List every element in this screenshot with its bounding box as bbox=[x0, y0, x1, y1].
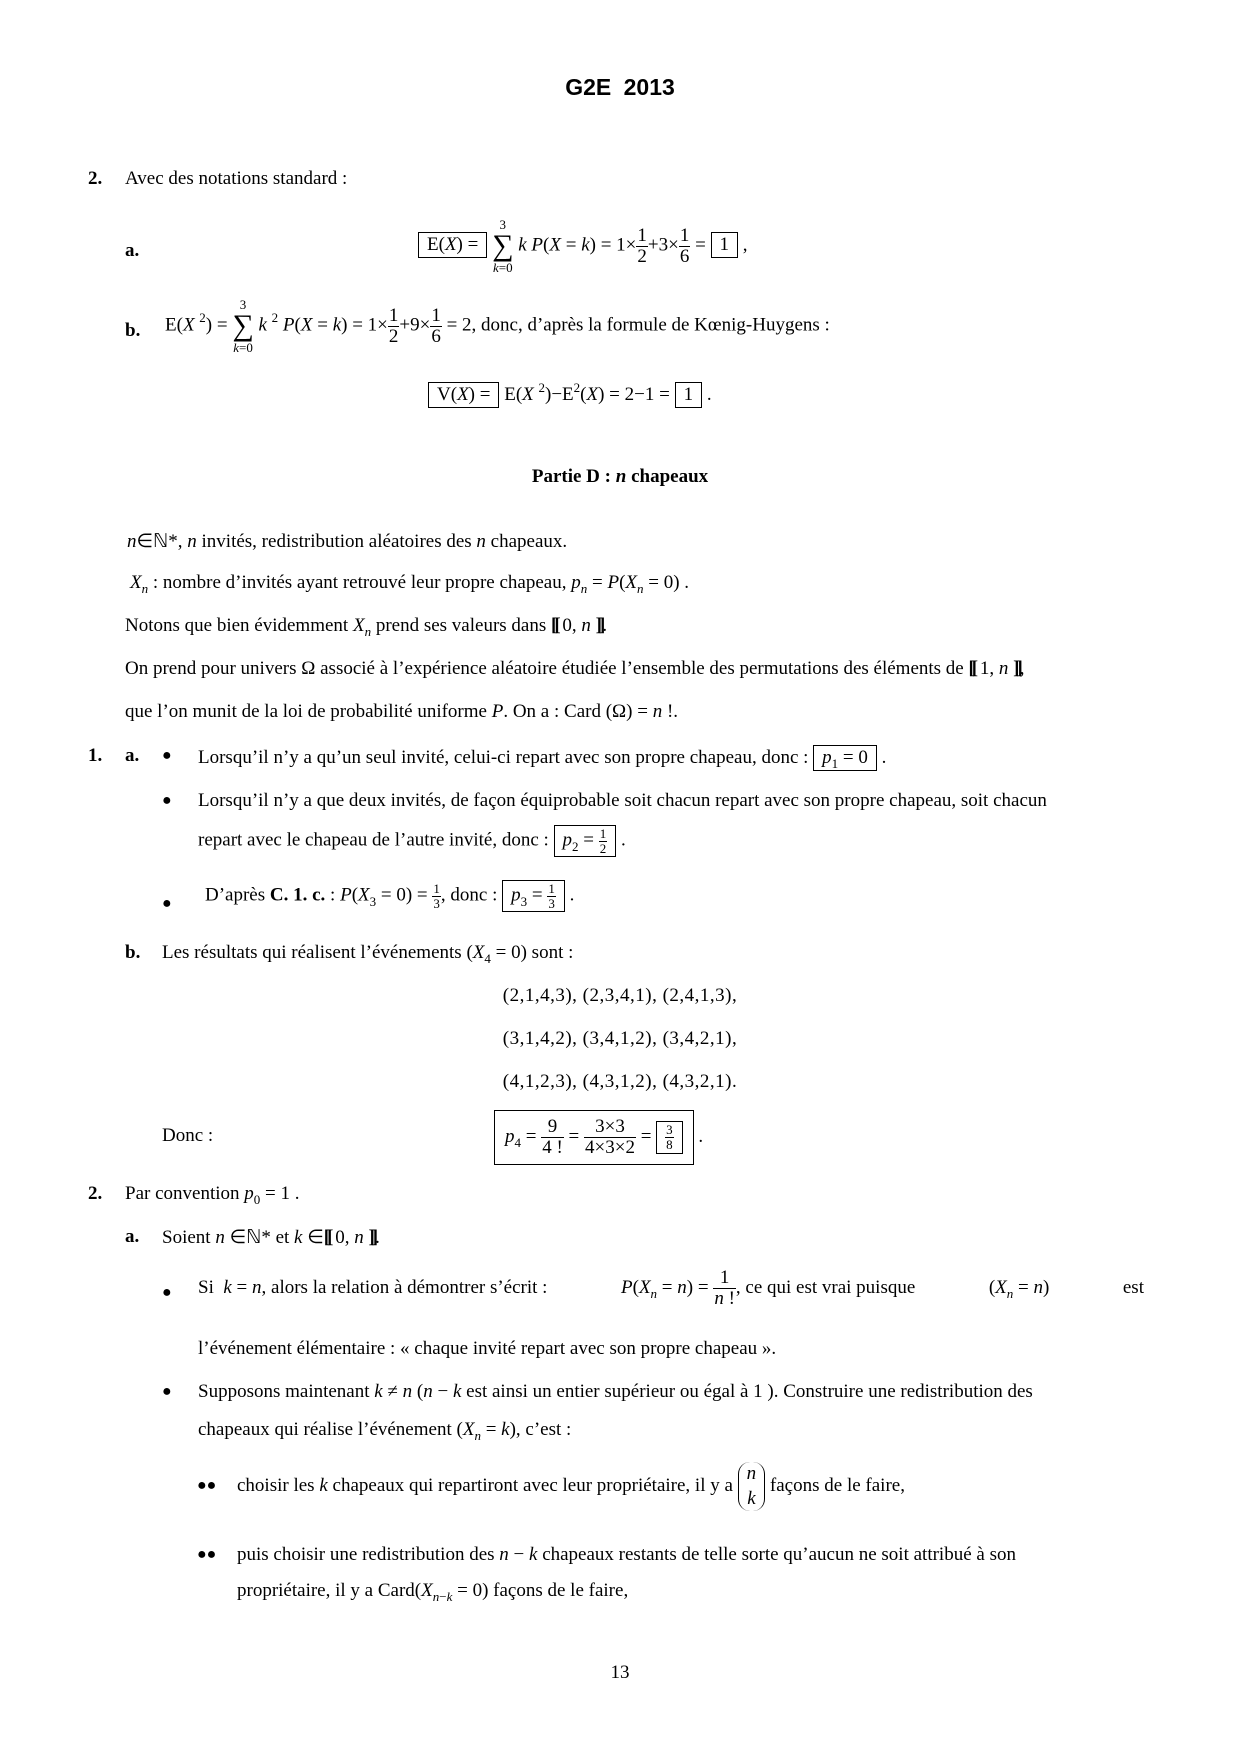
bullet-icon: ● bbox=[162, 895, 172, 912]
bullet-text: Supposons maintenant k ≠ n (n − k est ainsi un entier supérieur ou égal à 1 ). Construire une redistribution des bbox=[198, 1381, 1033, 1402]
bullet-text: l’événement élémentaire : « chaque invité repart avec son propre chapeau ». bbox=[198, 1338, 777, 1359]
bullet-icon: ● bbox=[162, 747, 172, 764]
item-label: a. bbox=[125, 1226, 140, 1247]
bullet-text: D’après C. 1. c. : $P(X_3 = 0)$ = $\frac{1}{3}$ , donc : $p_3$ = $\frac{1}{3}$ . bbox=[205, 881, 575, 911]
item-text: Soient n ∈ℕ* et k ∈[[ 0, n ]]. bbox=[162, 1227, 380, 1248]
intro-line: que l’on munit de la loi de probabilité uniforme P. On a : Card (Ω) = n !. bbox=[125, 701, 679, 722]
intro-line: Notons que bien évidemment $X_n$ prend ses valeurs dans [[ 0, n ]]. bbox=[125, 615, 608, 639]
permutation-row: (4,1,2,3), (4,3,1,2), (4,3,2,1). bbox=[502, 1071, 738, 1092]
double-bullet-icon: ●● bbox=[197, 1546, 217, 1563]
item-text: Par convention $p_0 = 1$ . bbox=[125, 1183, 300, 1207]
bullet-icon: ● bbox=[162, 1383, 172, 1400]
bullet-text: Lorsqu’il n’y a qu’un seul invité, celui-ci repart avec son propre chapeau, donc : $p_1 = 0$ . bbox=[198, 747, 887, 771]
intro-line: On prend pour univers Ω associé à l’expérience aléatoire étudiée l’ensemble des permutations des éléments de [[ 1, n ]], bbox=[125, 658, 1025, 679]
bullet-text: repart avec le chapeau de l’autre invité, donc : $p_2$ = $\frac{1}{2}$ . bbox=[198, 826, 626, 856]
part-heading: Partie D : n chapeaux bbox=[531, 466, 709, 487]
bullet-text: chapeaux qui réalise l’événement $(X_n = k)$, c’est : bbox=[198, 1419, 572, 1443]
item-label: b. bbox=[125, 320, 141, 341]
item-label: b. bbox=[125, 942, 141, 963]
intro-line: $X_n$ : nombre d’invités ayant retrouvé leur propre chapeau, $p_n = P(X_n = 0)$ . bbox=[130, 572, 690, 596]
page-title: G2E 2013 bbox=[565, 74, 675, 100]
expectation-formula: E(X) = 3 ∑ k=0 k P(X = k) = 1× $\frac{1}{2}$ +3× $\frac{1}{6}$ = 1 , bbox=[418, 218, 748, 274]
section-number: 2. bbox=[88, 168, 103, 189]
bullet-text: Lorsqu’il n’y a que deux invités, de façon équiprobable soit chacun repart avec son propre chapeau, soit chacun bbox=[198, 790, 1047, 811]
bullet-icon: ● bbox=[162, 1284, 172, 1301]
p4-formula: $p_4$ = $\frac{9}{4 !}$ = $\frac{3\times 3}{4\times 3\times 2}$ = $\frac{3}{8}$ . bbox=[494, 1110, 703, 1165]
sub-bullet-text: propriétaire, il y a $Card(X_{n-k} = 0)$ façons de le faire, bbox=[237, 1580, 629, 1604]
bullet-icon: ● bbox=[162, 792, 172, 809]
intro-line: n∈ℕ*, n invités, redistribution aléatoires des n chapeaux. bbox=[127, 531, 568, 552]
permutation-row: (2,1,4,3), (2,3,4,1), (2,4,1,3), bbox=[502, 985, 738, 1006]
item-label: a. bbox=[125, 240, 140, 261]
question-number: 1. bbox=[88, 745, 103, 766]
item-label: a. bbox=[125, 745, 140, 766]
permutation-row: (3,1,4,2), (3,4,1,2), (3,4,2,1), bbox=[502, 1028, 738, 1049]
item-text: Donc : bbox=[162, 1125, 214, 1146]
koenig-text: , donc, d’après la formule de Kœnig-Huygens : bbox=[471, 314, 830, 336]
question-number: 2. bbox=[88, 1183, 103, 1204]
page-number: 13 bbox=[610, 1662, 630, 1683]
sub-bullet-text: choisir les k chapeaux qui repartiront avec leur propriétaire, il y a n k façons de le faire, bbox=[237, 1462, 905, 1511]
item-text: Les résultats qui réalisent l’événements $(X_4 = 0)$ sont : bbox=[162, 942, 574, 966]
bullet-text: Si k = n, alors la relation à démontrer s’écrit : $P(X_n = n)$ = $\frac{1}{n !}$ , ce qui est vrai puisque $(X_n = n)$ est bbox=[198, 1267, 1144, 1309]
sub-bullet-text: puis choisir une redistribution des n − k chapeaux restants de telle sorte qu’aucun ne soit attribué à son bbox=[237, 1544, 1016, 1565]
variance-formula: V(X) = E(X $^2)-E^2(X) = 2-1 = 1$ . bbox=[428, 382, 712, 408]
section-intro: Avec des notations standard : bbox=[125, 168, 348, 189]
second-moment-formula: E(X $^2$) = 3 ∑ k=0 k $^2$ P(X = k) = 1× $\frac{1}{2}$ +9× $\frac{1}{6}$ = 2, donc, d’après la formule de Kœnig-Huygens : bbox=[165, 297, 830, 355]
double-bullet-icon: ●● bbox=[197, 1477, 217, 1494]
